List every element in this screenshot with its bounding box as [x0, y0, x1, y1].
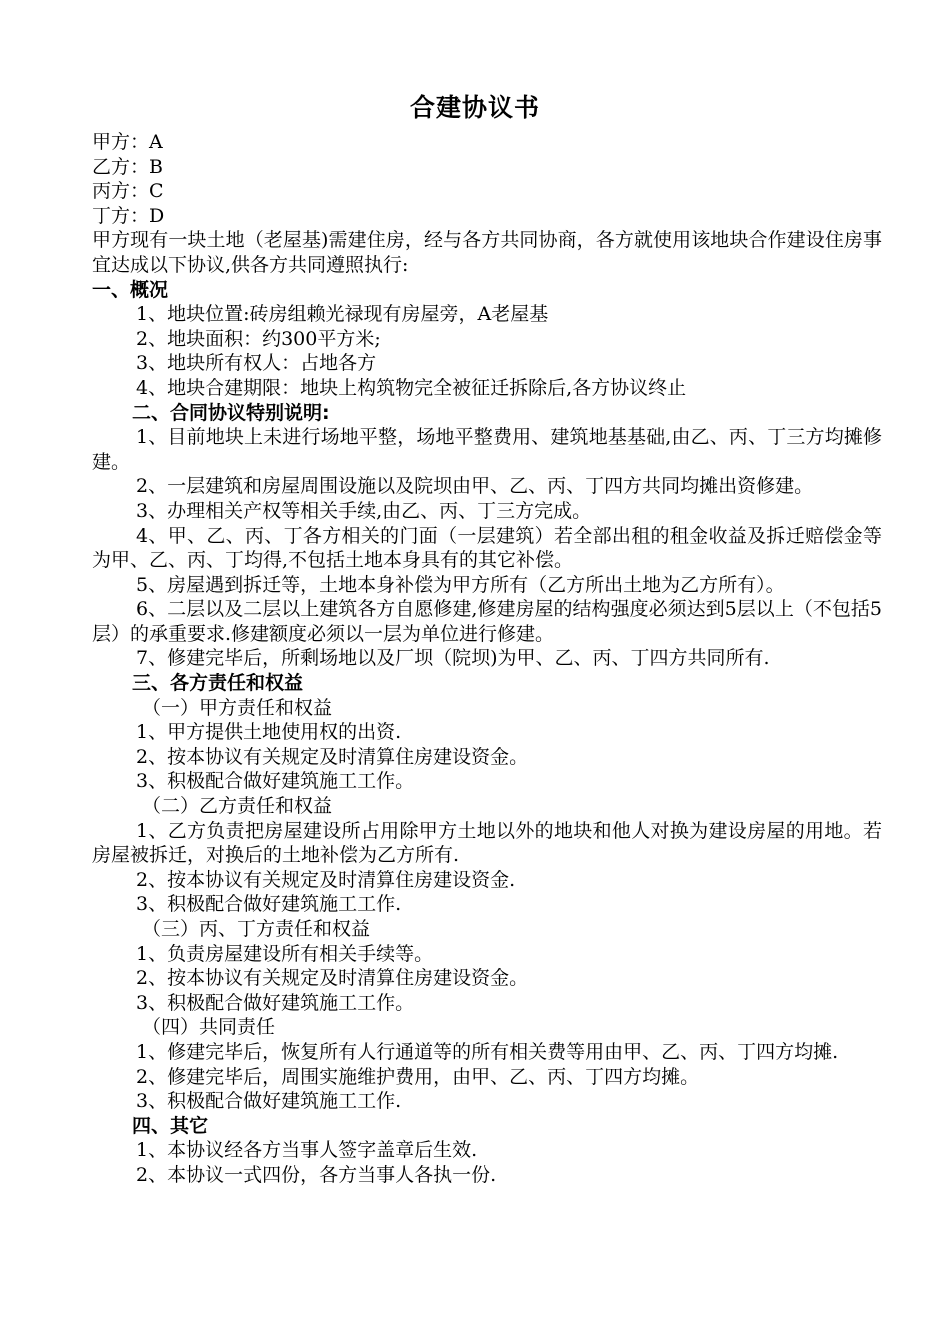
subsection-heading: （一）甲方责任和权益 [142, 696, 333, 719]
document-body [92, 130, 882, 1188]
subsection-heading: （四）共同责任 [142, 1016, 276, 1039]
section-2-item: 6、二层以及二层以上建筑各方自愿修建,修建房屋的结构强度必须达到5层以上（不包括5层）的承重要求.修建额度必须以一层为单位进行修建。 [92, 598, 882, 645]
section-1-item: 1、地块位置:砖房组赖光禄现有房屋旁，A老屋基 [136, 303, 549, 326]
subsection-item: 3、积极配合做好建筑施工工作. [136, 1090, 402, 1113]
subsection-heading: （二）乙方责任和权益 [142, 795, 333, 818]
party-b: 乙方：B [92, 155, 163, 178]
subsection-item: 3、积极配合做好建筑施工工作。 [136, 991, 415, 1014]
document-title: 合建协议书 [409, 93, 540, 122]
section-4-item: 2、本协议一式四份，各方当事人各执一份. [136, 1163, 497, 1186]
party-c: 丙方：C [92, 180, 164, 203]
section-2-item: 7、修建完毕后，所剩场地以及厂坝（院坝)为甲、乙、丙、丁四方共同所有. [136, 647, 770, 670]
subsection-item: 2、按本协议有关规定及时清算住房建设资金。 [136, 745, 529, 768]
section-1-item: 2、地块面积：约300平方米; [136, 327, 381, 350]
subsection-item: 1、甲方提供土地使用权的出资. [136, 721, 402, 744]
subsection-item: 3、积极配合做好建筑施工工作。 [136, 770, 415, 793]
section-2-item: 3、办理相关产权等相关手续,由乙、丙、丁三方完成。 [136, 499, 592, 522]
section-1-item: 3、地块所有权人：占地各方 [136, 352, 377, 375]
section-2-heading: 二、合同协议特别说明: [132, 401, 330, 424]
section-3-heading: 三、各方责任和权益 [132, 672, 304, 695]
subsection-item: 1、修建完毕后，恢复所有人行通道等的所有相关费等用由甲、乙、丙、丁四方均摊. [136, 1040, 839, 1063]
subsection-item: 3、积极配合做好建筑施工工作. [136, 893, 402, 916]
subsection-item: 2、按本协议有关规定及时清算住房建设资金。 [136, 967, 529, 990]
party-d: 丁方：D [92, 204, 165, 227]
intro-paragraph: 甲方现有一块土地（老屋基)需建住房，经与各方共同协商，各方就使用该地块合作建设住房事宜达成以下协议,供各方共同遵照执行: [92, 229, 882, 276]
section-2-item: 5、房屋遇到拆迁等，土地本身补偿为甲方所有（乙方所出土地为乙方所有）。 [136, 573, 785, 596]
subsection-item: 2、按本协议有关规定及时清算住房建设资金. [136, 868, 516, 891]
section-1-item: 4、地块合建期限：地块上构筑物完全被征迁拆除后,各方协议终止 [136, 376, 687, 399]
section-2-item: 2、一层建筑和房屋周围设施以及院坝由甲、乙、丙、丁四方共同均摊出资修建。 [136, 475, 814, 498]
section-2-item: 1、目前地块上未进行场地平整，场地平整费用、建筑地基基础,由乙、丙、丁三方均摊修建。 [92, 426, 882, 473]
subsection-item: 2、修建完毕后，周围实施维护费用，由甲、乙、丙、丁四方均摊。 [136, 1065, 700, 1088]
section-4-heading: 四、其它 [132, 1114, 209, 1137]
party-a: 甲方：A [92, 131, 163, 153]
subsection-item: 1、乙方负责把房屋建设所占用除甲方土地以外的地块和他人对换为建设房屋的用地。若房屋被拆迁，对换后的土地补偿为乙方所有. [92, 819, 882, 867]
subsection-item: 1、负责房屋建设所有相关手续等。 [136, 942, 434, 965]
section-4-item: 1、本协议经各方当事人签字盖章后生效. [136, 1139, 478, 1162]
section-1-heading: 一、概况 [92, 278, 169, 301]
section-2-item: 4、甲、乙、丙、丁各方相关的门面（一层建筑）若全部出租的租金收益及拆迁赔偿金等为甲、乙、丙、丁均得,不包括土地本身具有的其它补偿。 [92, 524, 882, 572]
subsection-heading: （三）丙、丁方责任和权益 [142, 918, 371, 940]
